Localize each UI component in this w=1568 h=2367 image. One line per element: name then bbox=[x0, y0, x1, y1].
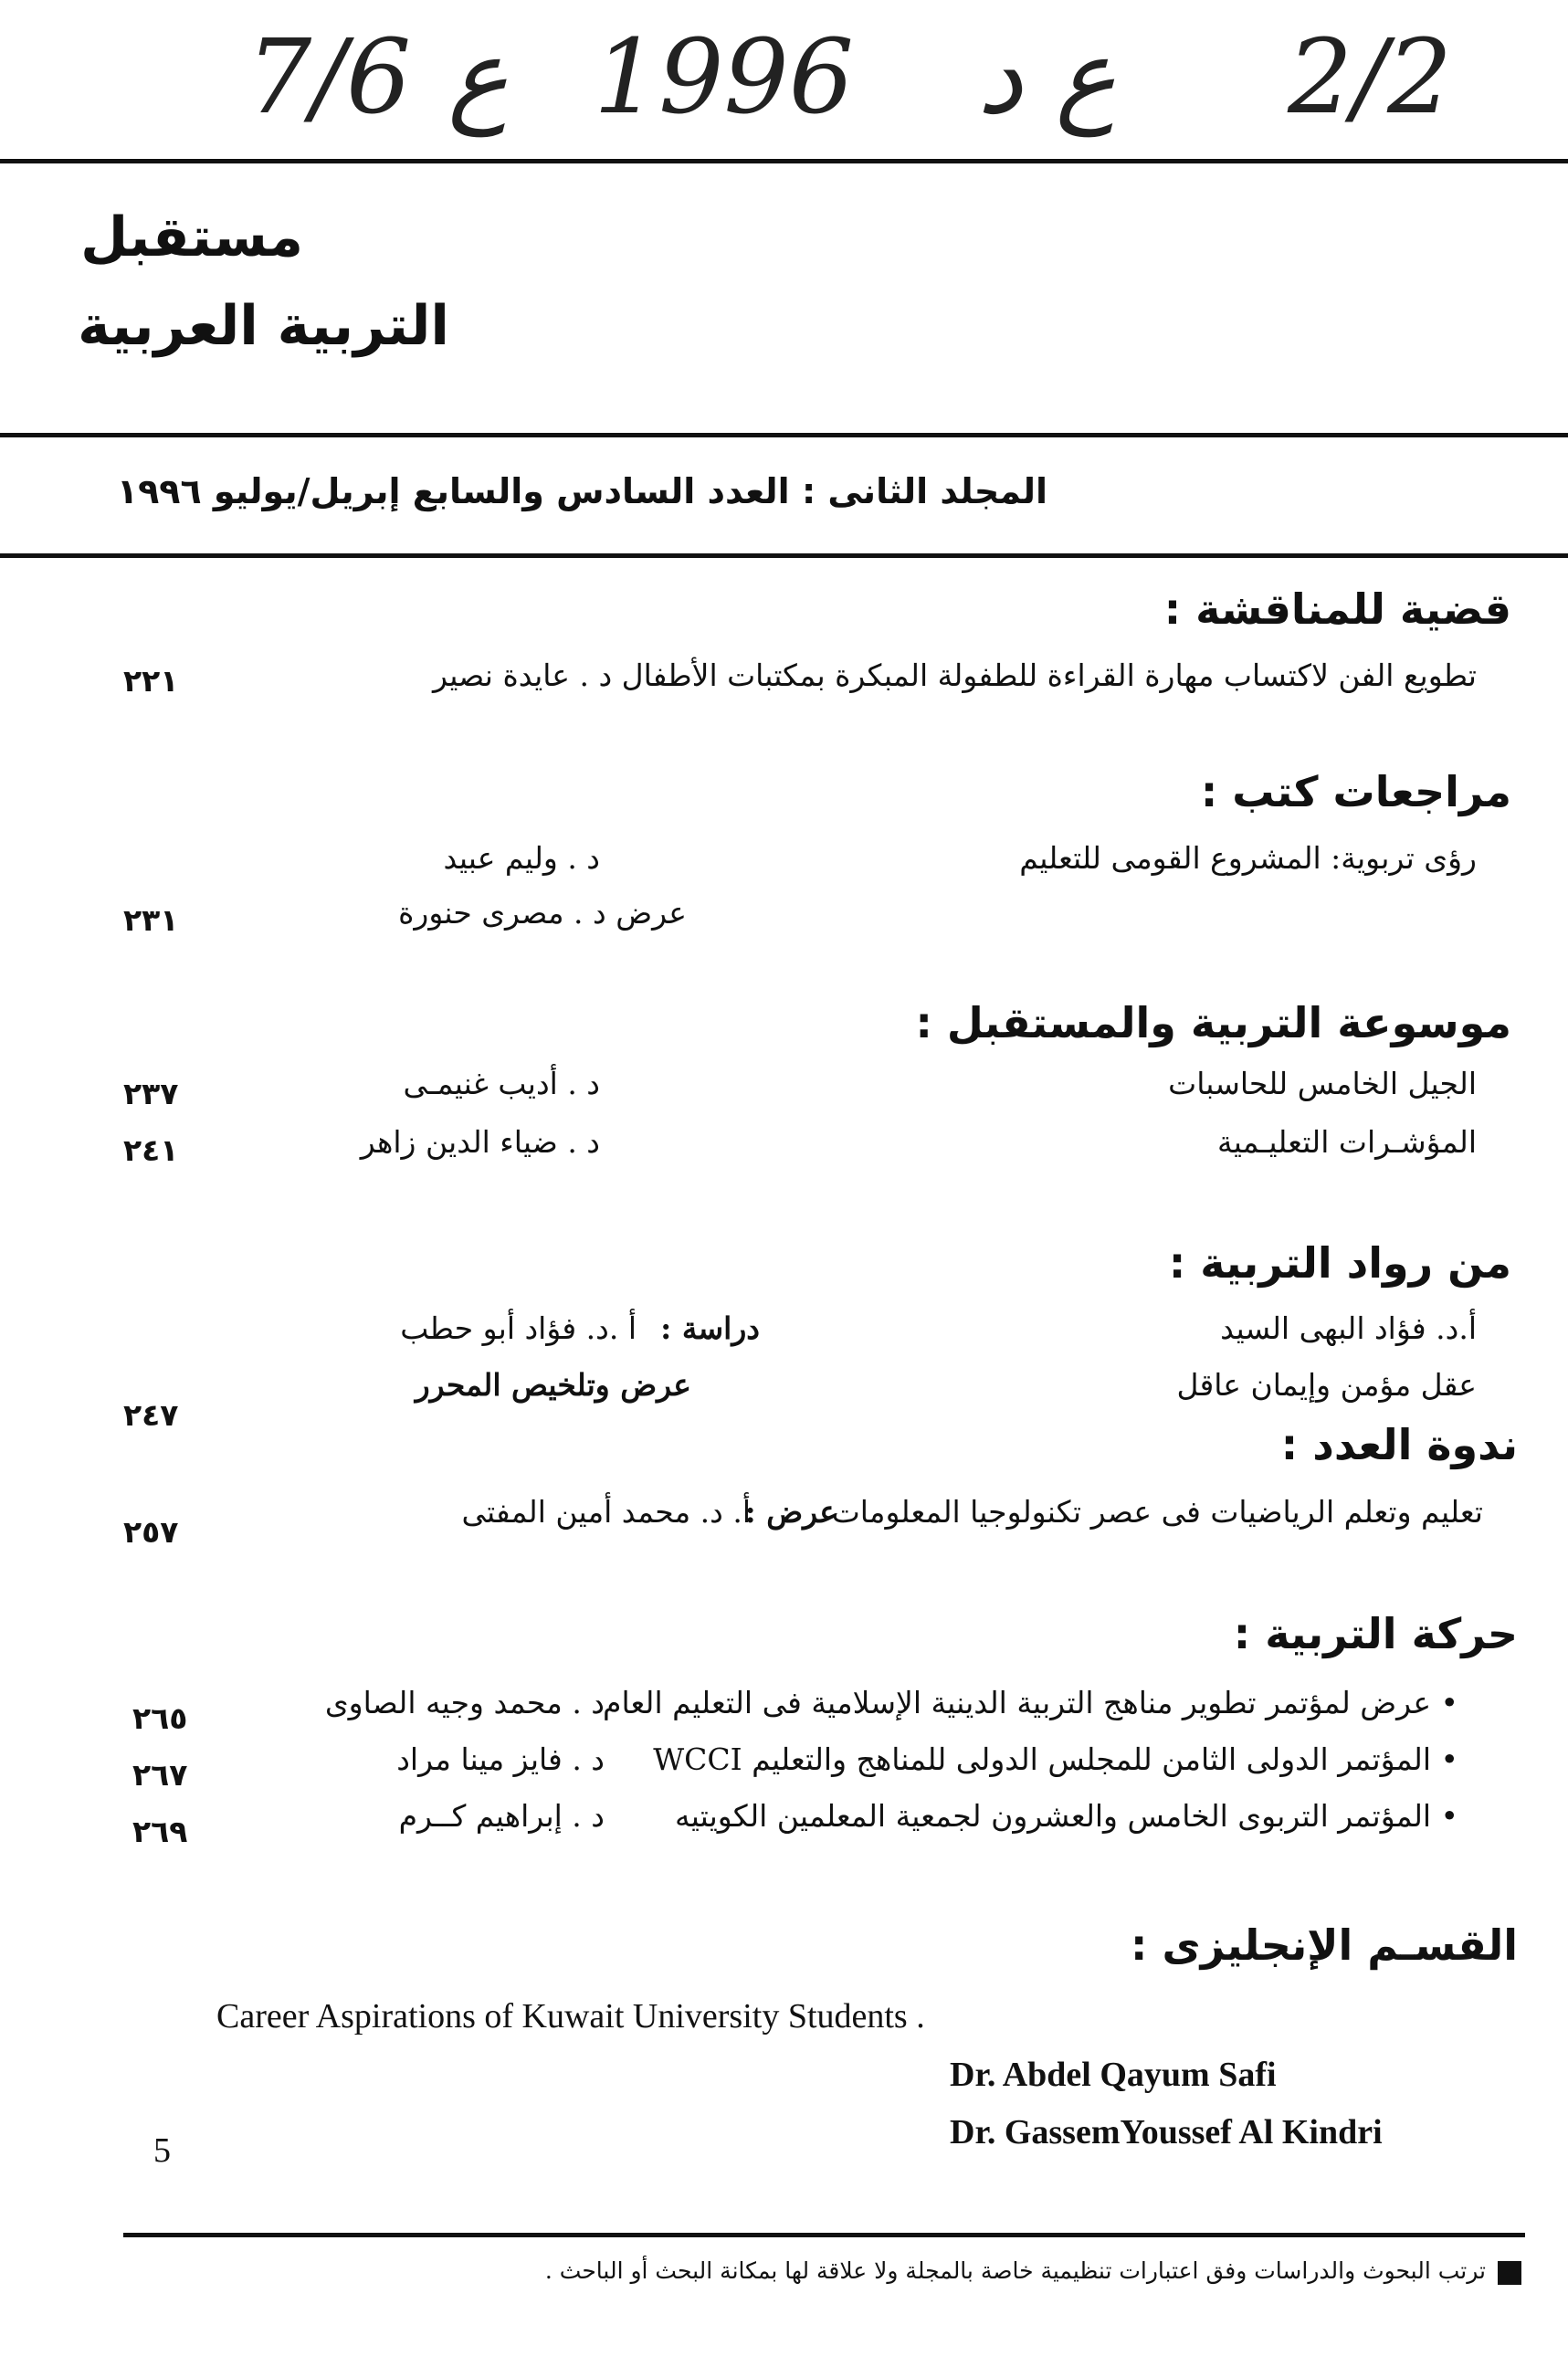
handwritten-note-3: 1996 bbox=[594, 18, 855, 137]
footnote-square-icon bbox=[1498, 2261, 1521, 2285]
section-title-encyclopedia: موسوعة التربية والمستقبل : bbox=[915, 998, 1511, 1047]
toc-item-title: رؤى تربوية: المشروع القومى للتعليم bbox=[1019, 840, 1477, 876]
toc-item-author: عرض وتلخيص المحرر bbox=[415, 1367, 691, 1403]
toc-item-page: ٢٢١ bbox=[123, 663, 179, 699]
toc-item-author: د . محمد وجيه الصاوى bbox=[324, 1685, 605, 1720]
toc-item-page: ٢٤١ bbox=[123, 1132, 179, 1168]
section-title-education-movement: حركة التربية : bbox=[1233, 1609, 1518, 1658]
footnote-text: ترتب البحوث والدراسات وفق اعتبارات تنظيمية خاصة بالمجلة ولا علاقة لها بمكانة البحث أو الباحث . bbox=[544, 2257, 1486, 2284]
footer-rule bbox=[123, 2233, 1525, 2237]
toc-item-page: ٢٣١ bbox=[123, 902, 179, 938]
masthead-line2: التربية العربية bbox=[78, 294, 449, 358]
english-article-title: Career Aspirations of Kuwait University Students . bbox=[216, 1997, 925, 2036]
section-title-book-reviews: مراجعات كتب : bbox=[1200, 767, 1511, 816]
toc-item-title: • عرض لمؤتمر تطوير مناهج التربية الدينية الإسلامية فى التعليم العام bbox=[603, 1685, 1458, 1720]
handwritten-note-4: ع د bbox=[977, 18, 1117, 137]
toc-item-study-label: دراسة : bbox=[660, 1310, 760, 1346]
toc-item-page: ٢٤٧ bbox=[123, 1397, 179, 1433]
english-article-page: 5 bbox=[153, 2131, 171, 2170]
english-article-author: Dr. Abdel Qayum Safi bbox=[950, 2056, 1277, 2094]
toc-item-title: عقل مؤمن وإيمان عاقل bbox=[1176, 1367, 1477, 1403]
section-title-pioneers: من رواد التربية : bbox=[1168, 1238, 1511, 1288]
toc-item-study-author: أ .د. فؤاد أبو حطب bbox=[400, 1310, 637, 1346]
toc-item-reviewer: عرض د . مصرى حنورة bbox=[398, 895, 687, 931]
toc-item-title: تطويع الفن لاكتساب مهارة القراءة للطفولة المبكرة بمكتبات الأطفال د . عايدة نصير bbox=[433, 658, 1477, 693]
toc-item-page: ٢٦٩ bbox=[132, 1814, 188, 1849]
toc-item-title: الجيل الخامس للحاسبات bbox=[1168, 1066, 1477, 1101]
masthead-rule bbox=[0, 433, 1568, 437]
toc-item-page: ٢٦٧ bbox=[132, 1757, 188, 1793]
section-title-symposium: ندوة العدد : bbox=[1280, 1420, 1518, 1469]
handwritten-note-2: ع bbox=[447, 18, 509, 137]
handwritten-note-1: 7/6 bbox=[247, 18, 412, 137]
toc-item-author: د . فايز مينا مراد bbox=[396, 1741, 605, 1777]
toc-item-title: المؤشـرات التعليـمية bbox=[1217, 1124, 1477, 1160]
toc-item-page: ٢٦٥ bbox=[132, 1700, 188, 1736]
top-rule bbox=[0, 159, 1568, 163]
volume-rule bbox=[0, 553, 1568, 558]
volume-issue-line: المجلد الثانى : العدد السادس والسابع إبريل/يوليو ١٩٩٦ bbox=[116, 471, 1047, 511]
handwritten-note-5: 2/2 bbox=[1288, 18, 1453, 137]
toc-item-author: د . وليم عبيد bbox=[443, 840, 600, 876]
toc-item-page: ٢٣٧ bbox=[123, 1076, 179, 1111]
section-title-debate: قضية للمناقشة : bbox=[1163, 584, 1511, 634]
toc-item-author: د . ضياء الدين زاهر bbox=[360, 1124, 600, 1160]
section-title-english-section: القسـم الإنجليزى : bbox=[1131, 1920, 1518, 1970]
toc-item-author: د . إبراهيم كــرم bbox=[398, 1798, 605, 1834]
toc-item-title: • المؤتمر الدولى الثامن للمجلس الدولى للمناهج والتعليم WCCI bbox=[653, 1741, 1458, 1777]
toc-item-title: • المؤتمر التربوى الخامس والعشرون لجمعية المعلمين الكويتيه bbox=[675, 1798, 1458, 1834]
masthead-line1: مستقبل bbox=[80, 205, 303, 269]
toc-item-title: أ.د. فؤاد البهى السيد bbox=[1220, 1310, 1477, 1346]
toc-item-page: ٢٥٧ bbox=[123, 1514, 179, 1550]
toc-item-title: تعليم وتعلم الرياضيات فى عصر تكنولوجيا المعلومات bbox=[831, 1494, 1483, 1530]
toc-item-author: د . أديب غنيمـى bbox=[403, 1066, 600, 1101]
toc-item-author: أ. د. محمد أمين المفتى bbox=[461, 1494, 751, 1530]
toc-item-review-label: عرض : bbox=[744, 1494, 837, 1530]
english-article-author: Dr. GassemYoussef Al Kindri bbox=[950, 2113, 1383, 2151]
